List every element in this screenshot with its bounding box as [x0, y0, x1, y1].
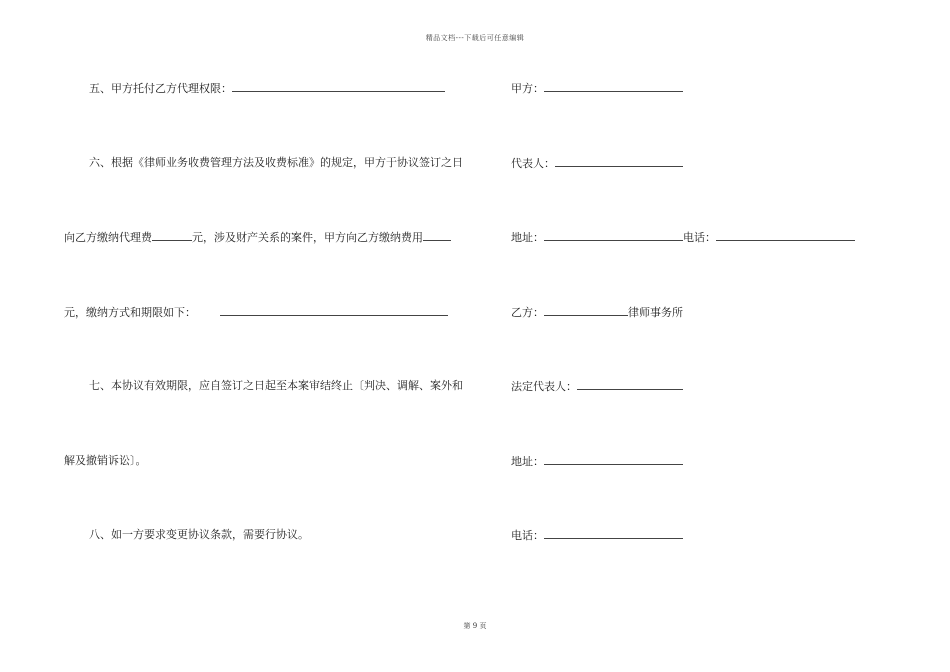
- authority-blank: [232, 81, 445, 92]
- party-a-blank: [544, 81, 683, 92]
- address-a-label: 地址：: [511, 231, 544, 244]
- party-b-line: [511, 305, 683, 320]
- legal-rep-label: 法定代表人：: [511, 380, 577, 393]
- clause-8: 八、如一方要求变更协议条款，需要行协议。: [89, 528, 309, 541]
- payment-method-blank: [220, 305, 448, 316]
- legal-rep-blank: [577, 379, 683, 390]
- address-b-label: 地址：: [511, 455, 544, 468]
- clause-6-text-b: 元，涉及财产关系的案件，甲方向乙方缴纳费用: [192, 231, 423, 244]
- clause-6-line-2: [64, 230, 451, 245]
- phone-b-blank: [544, 528, 683, 539]
- legal-rep-line: [511, 379, 683, 394]
- clause-6-text-a: 向乙方缴纳代理费: [64, 231, 152, 244]
- party-a-label: 甲方：: [511, 82, 544, 95]
- law-firm-suffix: 律师事务所: [628, 306, 683, 319]
- phone-b-label: 电话：: [511, 529, 544, 542]
- representative-blank: [555, 156, 683, 167]
- party-b-blank: [544, 305, 628, 316]
- agency-fee-blank: [152, 230, 192, 241]
- address-b-line: [511, 454, 683, 469]
- clause-6-line-1: 六、根据《律师业务收费管理方法及收费标准》的规定，甲方于协议签订之日: [89, 156, 463, 169]
- phone-a-blank: [716, 230, 855, 241]
- address-a-blank: [544, 230, 683, 241]
- property-fee-blank: [423, 230, 451, 241]
- clause-6-text-c: 元，缴纳方式和期限如下：: [64, 306, 196, 319]
- clause-6-line-3: [64, 305, 448, 320]
- address-a-line: [511, 230, 855, 245]
- phone-b-line: [511, 528, 683, 543]
- clause-7-line-1: 七、本协议有效期限，应自签订之日起至本案审结终止〔判决、调解、案外和: [89, 379, 463, 392]
- page-number: 第 9 页: [463, 622, 487, 630]
- address-b-blank: [544, 454, 683, 465]
- clause-7-line-2: 解及撤销诉讼〕。: [64, 454, 147, 467]
- clause-5-text: 五、甲方托付乙方代理权限：: [89, 82, 232, 95]
- party-a-line: [511, 81, 683, 96]
- document-header-note: 精品文档---下载后可任意编辑: [425, 34, 525, 42]
- party-b-label: 乙方：: [511, 306, 544, 319]
- clause-5: [89, 81, 445, 96]
- representative-label: 代表人：: [511, 157, 555, 170]
- representative-line: [511, 156, 683, 171]
- phone-a-label: 电话：: [683, 231, 716, 244]
